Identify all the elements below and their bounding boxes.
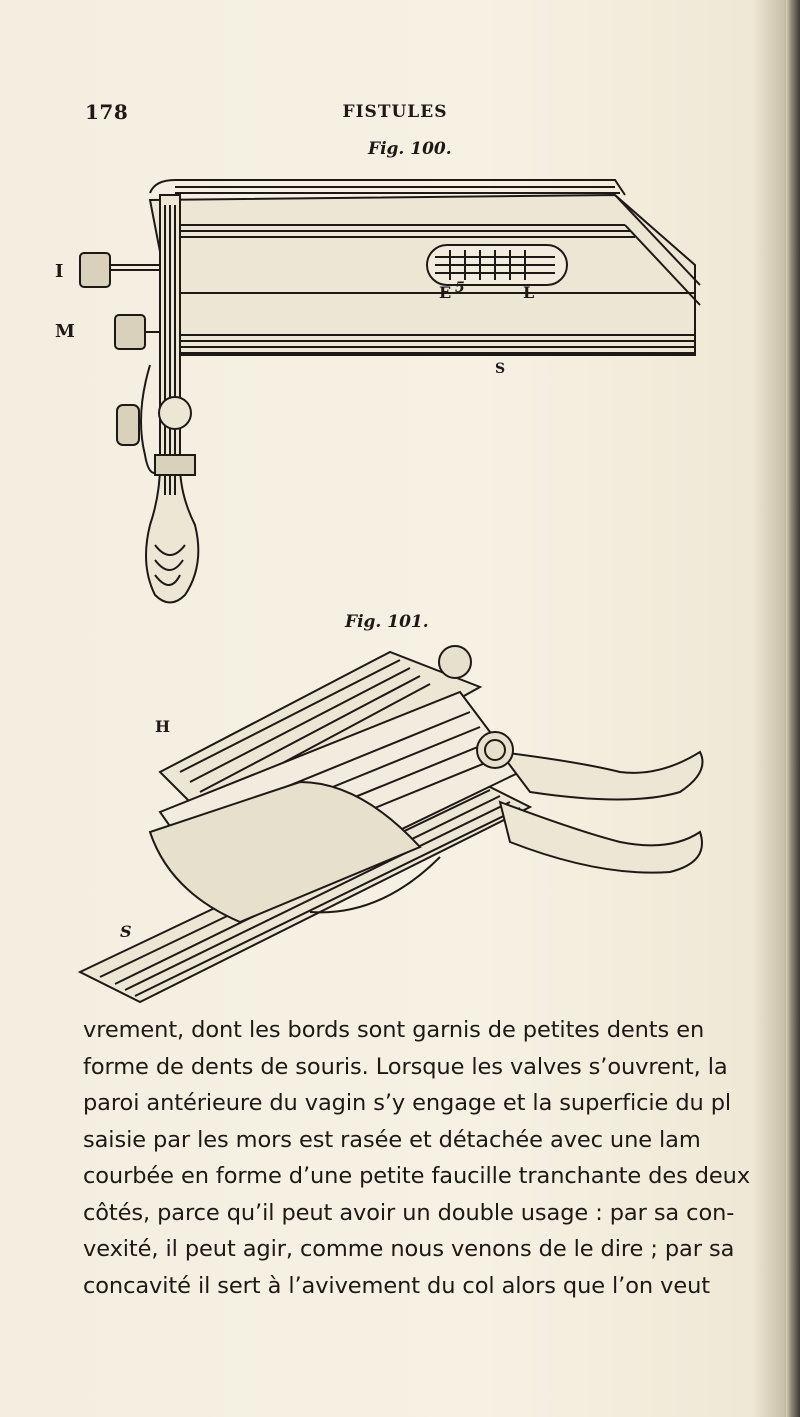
text-line: paroi antérieure du vagin s’y engage et la superficie du pl (83, 1090, 732, 1116)
running-head: FISTULES (342, 102, 448, 122)
fig100-label-s: S (495, 361, 506, 377)
fig100-label-i: I (55, 261, 64, 282)
figure-101-caption: Fig. 101. (345, 612, 429, 632)
fig100-label-e: E (439, 283, 452, 302)
fig101-label-h: H (155, 717, 171, 736)
text-line: vrement, dont les bords sont garnis de petites dents en (83, 1017, 705, 1043)
text-line: côtés, parce qu’il peut avoir un double usage : par sa con- (83, 1199, 735, 1226)
fig100-label-5: 5 (455, 280, 465, 296)
page-header (85, 100, 705, 130)
fig100-label-l: L (523, 283, 535, 302)
figure-100-caption: Fig. 100. (368, 139, 452, 159)
fig100-label-m: M (55, 321, 75, 342)
figure-101-illustration (60, 632, 720, 1007)
figure-100-illustration (55, 165, 715, 615)
text-line: vexité, il peut agir, comme nous venons de le dire ; par sa (83, 1236, 735, 1262)
page-number: 178 (85, 100, 129, 124)
page-edge-shadow (786, 0, 800, 1417)
text-line: courbée en forme d’une petite faucille tranchante des deux (83, 1163, 751, 1189)
text-line: forme de dents de souris. Lorsque les valves s’ouvrent, la (83, 1053, 728, 1080)
fig101-label-s: S (120, 922, 132, 941)
body-paragraph (83, 1012, 751, 1304)
text-line: saisie par les mors est rasée et détachée avec une lam (83, 1126, 701, 1153)
text-line: concavité il sert à l’avivement du col alors que l’on veut (83, 1272, 710, 1299)
